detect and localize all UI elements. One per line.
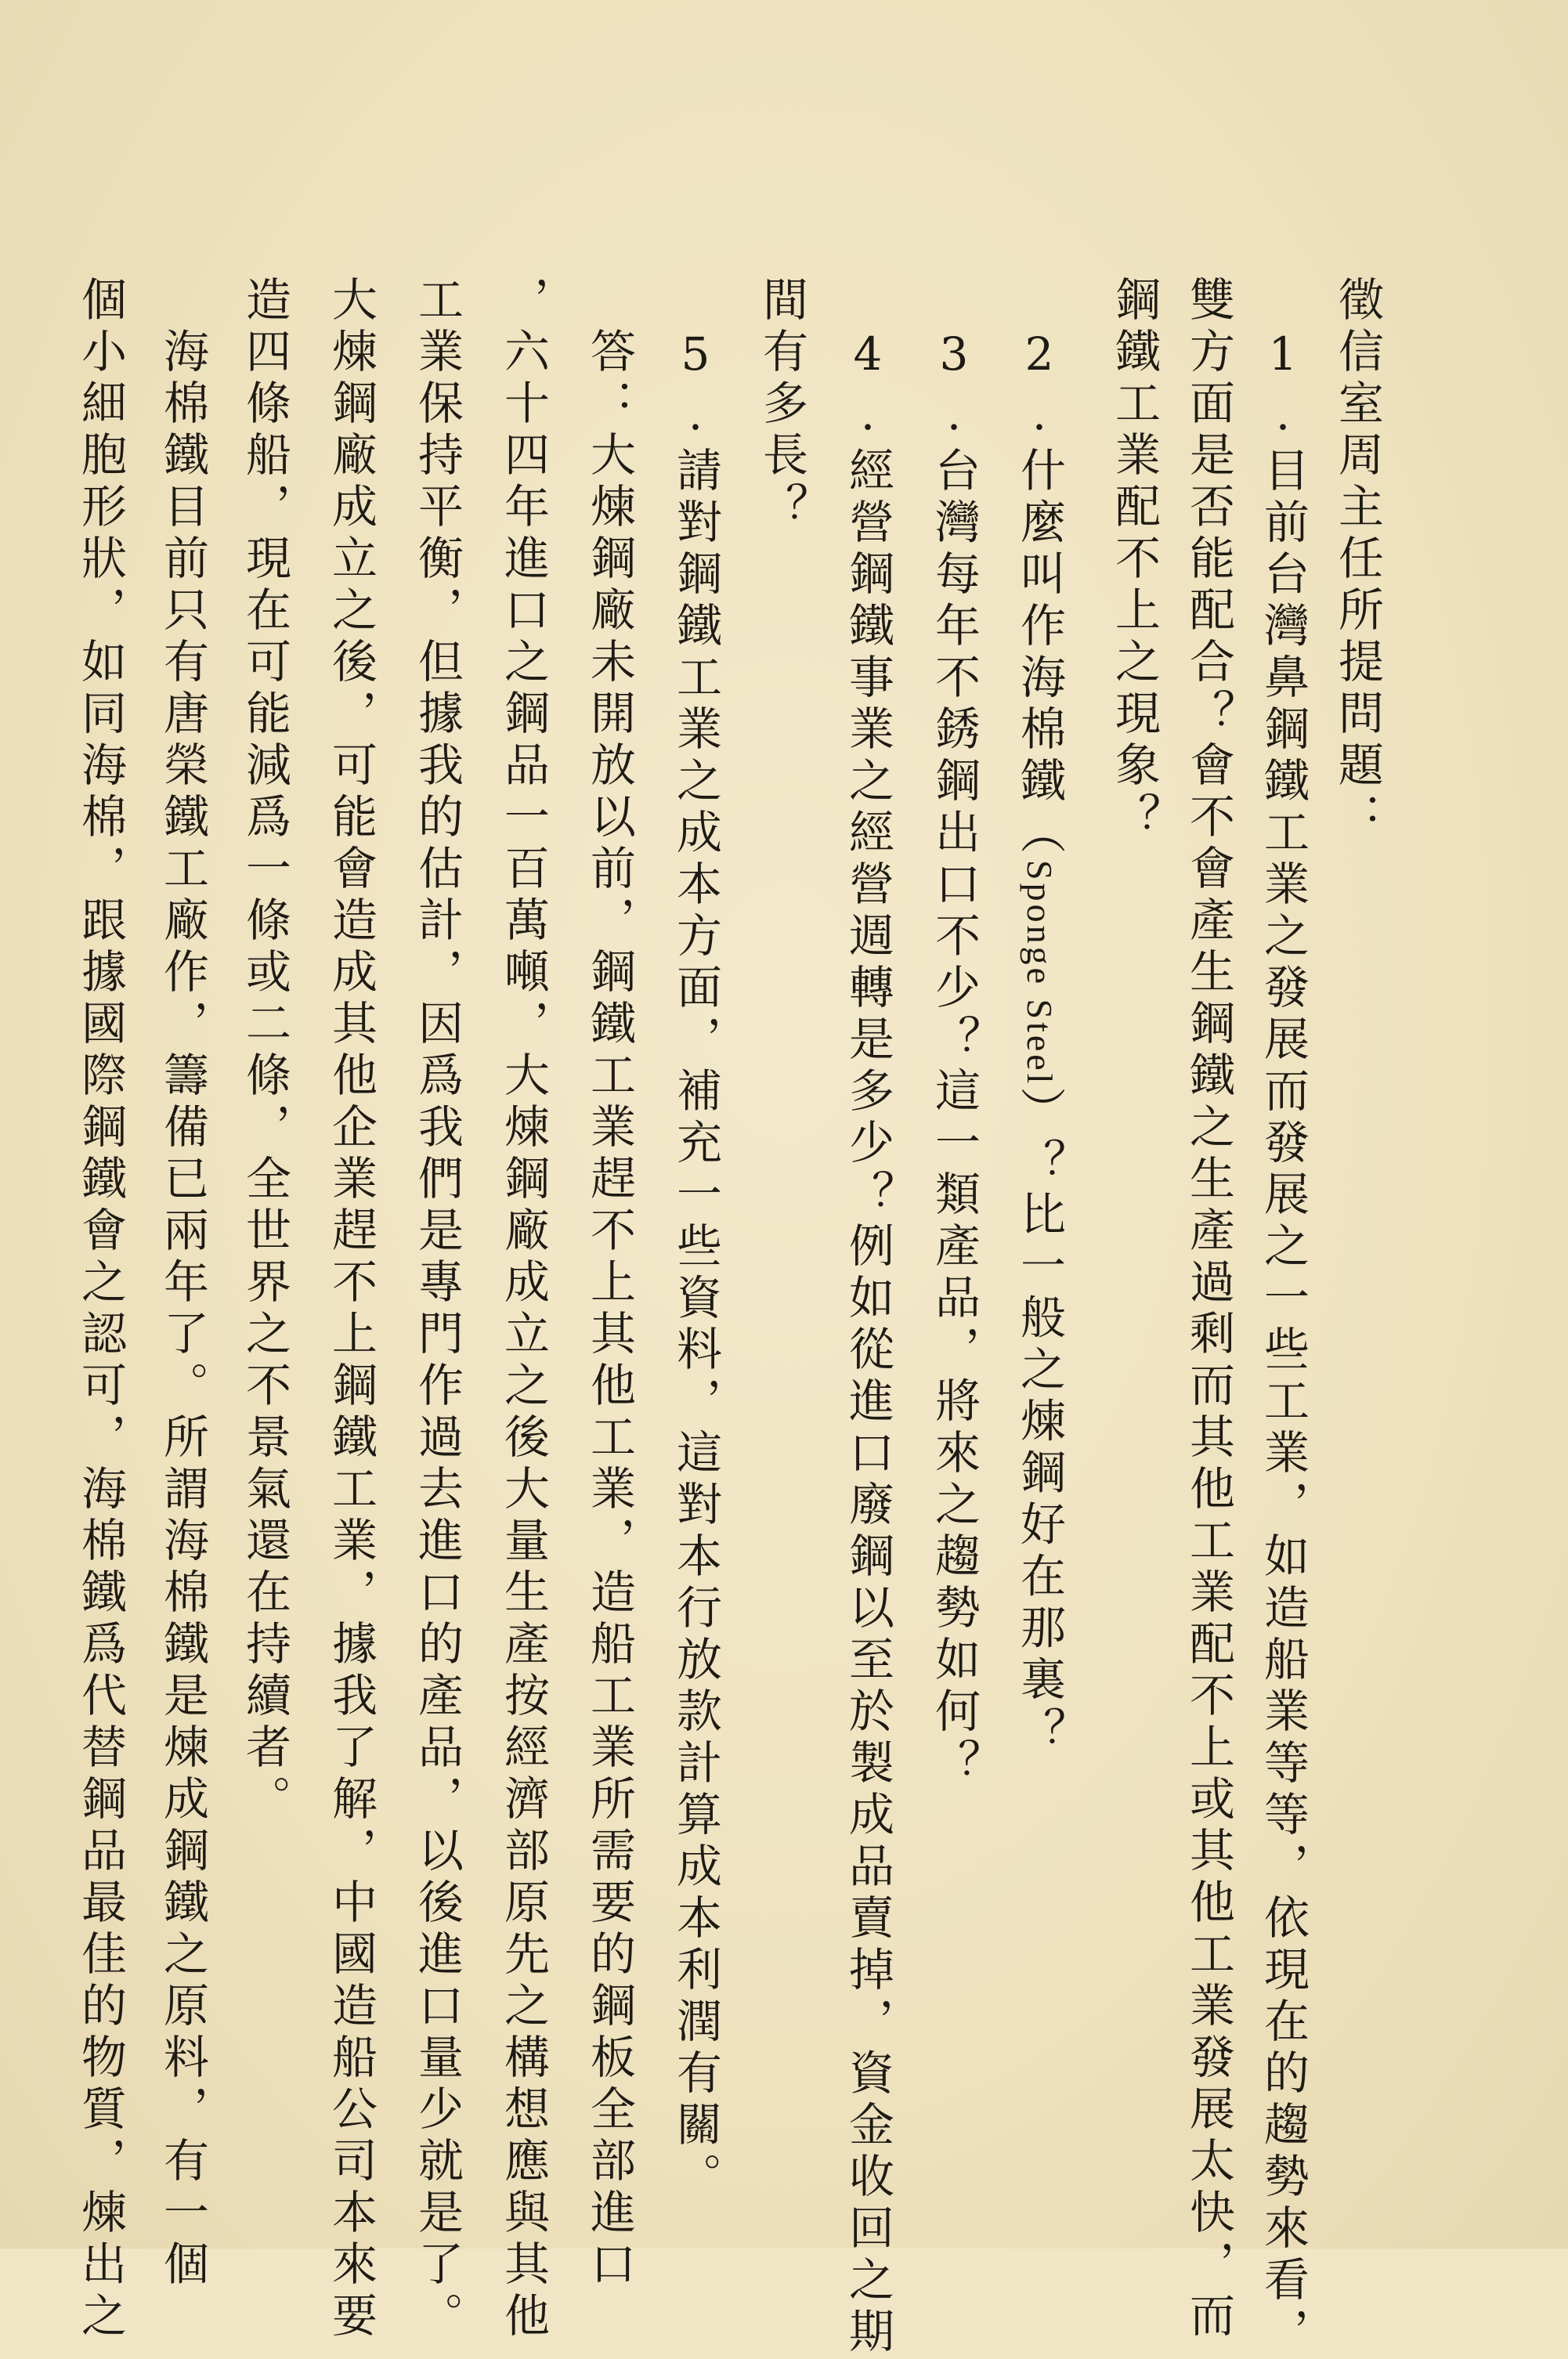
answer-line-2: ，六十四年進口之鋼品一百萬噸，大煉鋼廠成立之後大量生產按經濟部原先之構想應與其他 (497, 276, 550, 2343)
question-5: 5.請對鋼鐵工業之成本方面，補充一些資料，這對本行放款計算成本利潤有關。 (669, 276, 722, 2204)
question-4-line-1: 4.經營鋼鐵事業之經營週轉是多少？例如從進口廢鋼以至於製成品賣掉，資金收回之期 (841, 276, 894, 2359)
question-4-line-2: 間有多長？ (755, 276, 808, 534)
answer-line-4: 大煉鋼廠成立之後，可能會造成其他企業趕不上鋼鐵工業，據我了解，中國造船公司本來要 (324, 276, 378, 2343)
answer-line-3: 工業保持平衡，但據我的估計，因爲我們是專門作過去進口的產品，以後進口量少就是了。 (410, 276, 464, 2343)
question-1-line-3: 鋼鐵工業配不上之現象？ (1107, 276, 1161, 844)
question-1-line-1: 1.目前台灣鼻鋼鐵工業之發展而發展之一些工業，如造船業等等，依現在的趨勢來看， (1256, 276, 1310, 2359)
question-2 (1003, 276, 1077, 1758)
answer-line-5: 造四條船，現在可能減爲一條或二條，全世界之不景氣還在持續者。 (238, 276, 291, 1826)
sponge-iron-para-line-2: 個小細胞形狀，如同海棉，跟據國際鋼鐵會之認可，海棉鐵爲代替鋼品最佳的物質，煉出之 (74, 276, 127, 2343)
sponge-iron-para-line-1: 海棉鐵目前只有唐榮鐵工廠作，籌備已兩年了。所謂海棉鐵是煉成鋼鐵之原料，有一個 (156, 276, 209, 2292)
question-3: 3.台灣每年不銹鋼出口不少？這一類產品，將來之趨勢如何？ (927, 276, 981, 1790)
heading-questions: 徵信室周主任所提問題： (1331, 276, 1384, 844)
question-2-end: ）？比一般之煉鋼好在那裏？ (1013, 1086, 1066, 1759)
question-2-latin-term: Sponge Steel (1020, 860, 1060, 1087)
question-2-start: 2.什麼叫作海棉鐵（ (1013, 276, 1066, 860)
question-1-line-2: 雙方面是否能配合？會不會產生鋼鐵之生產過剩而其他工業配不上或其他工業發展太快，而 (1182, 276, 1235, 2343)
answer-line-1: 答：大煉鋼廠未開放以前，鋼鐵工業趕不上其他工業，造船工業所需要的鋼板全部進口 (583, 276, 636, 2292)
